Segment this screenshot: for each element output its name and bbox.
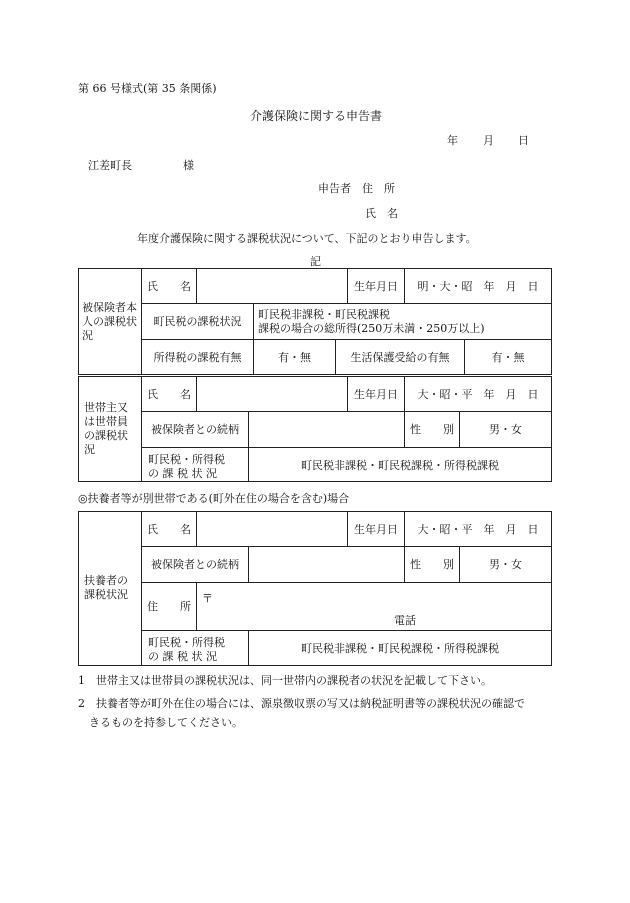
section1-birth-field[interactable]: 明・大・昭 年 月 日 [417,279,539,293]
honorific: 様 [183,159,194,172]
section1-welfare-label: 生活保護受給の有無 [350,351,450,364]
intro-text: 年度介護保険に関する課税状況について、下記のとおり申告します。 [137,232,477,245]
section2-birth-label: 生年月日 [354,387,398,401]
phone-label: 電話 [394,614,416,627]
ki-label: 記 [310,255,321,268]
section3-address-field[interactable] [210,586,550,628]
section1-name-field[interactable] [197,268,346,303]
section2-tax-options[interactable]: 町民税非課税・町民税課税・所得税課税 [301,458,499,472]
section1-income-bracket-options[interactable]: 課税の場合の総所得(250万未満・250万以上) [258,322,485,335]
note-2-continued: きるものを持参してください。 [78,716,243,729]
section2-relation-label: 被保険者との続柄 [151,423,239,436]
section1-birth-label: 生年月日 [354,279,398,293]
postal-mark: 〒 [202,592,213,605]
section3-address-label: 住 所 [147,600,191,613]
section3-tax-label-line1: 町民税・所得税 [148,636,225,649]
declarant-address-label: 申告者 住 所 [318,182,395,195]
section2-birth-field[interactable]: 大・昭・平 年 月 日 [417,387,539,401]
section3-heading: ◎扶養者等が別世帯である(町外在住の場合を含む)場合 [78,492,350,505]
note-1: 1 世帯主又は世帯員の課税状況は、同一世帯内の課税者の状況を記載して下さい。 [78,674,492,687]
section2-group-label: 世帯主又は世帯員の課税状況 [84,401,128,456]
section3-gender-label: 性 別 [410,558,454,571]
section3-birth-label: 生年月日 [354,522,398,536]
section3-name-label: 氏 名 [147,522,191,536]
section2-gender-options[interactable]: 男・女 [489,423,522,436]
section1-group-label: 被保険者本人の課税状況 [82,300,137,342]
section1-town-tax-options[interactable]: 町民税非課税・町民税課税 [258,308,390,321]
section2-tax-label-line1: 町民税・所得税 [148,453,225,466]
declarant-name-label: 氏 名 [365,207,398,220]
form-number: 第 66 号様式(第 35 条関係) [78,82,217,95]
section2-name-label: 氏 名 [147,387,191,401]
section3-group-label: 扶養者の課税状況 [84,574,128,601]
section3-name-field[interactable] [197,511,346,546]
section2-tax-label-line2: の 課 税 状 況 [148,467,217,480]
section1-town-tax-label: 町民税の課税状況 [153,315,242,328]
section3-relation-label: 被保険者との続柄 [151,558,239,571]
date-day-label: 日 [518,134,529,147]
section3-tax-options[interactable]: 町民税非課税・町民税課税・所得税課税 [301,642,499,655]
section2-gender-label: 性 別 [410,423,454,436]
section2-name-field[interactable] [197,376,346,411]
section3-relation-field[interactable] [249,546,404,582]
section1-income-tax-options[interactable]: 有・無 [278,351,311,364]
date-month-label: 月 [483,134,494,147]
section2-relation-field[interactable] [249,411,404,447]
section3-tax-label-line2: の 課 税 状 況 [148,650,217,663]
date-year-label: 年 [447,134,458,147]
section1-welfare-options[interactable]: 有・無 [491,351,525,364]
section3-gender-options[interactable]: 男・女 [489,558,522,571]
note-2: 2 扶養者等が町外在住の場合には、源泉徴収票の写又は納税証明書等の課税状況の確認で [78,697,525,710]
section1-name-label: 氏 名 [147,279,191,293]
section1-income-tax-label: 所得税の課税有無 [153,351,242,364]
document-title: 介護保険に関する申告書 [250,109,383,123]
section3-birth-field[interactable]: 大・昭・平 年 月 日 [417,522,539,536]
addressee: 江差町長 [88,159,132,172]
